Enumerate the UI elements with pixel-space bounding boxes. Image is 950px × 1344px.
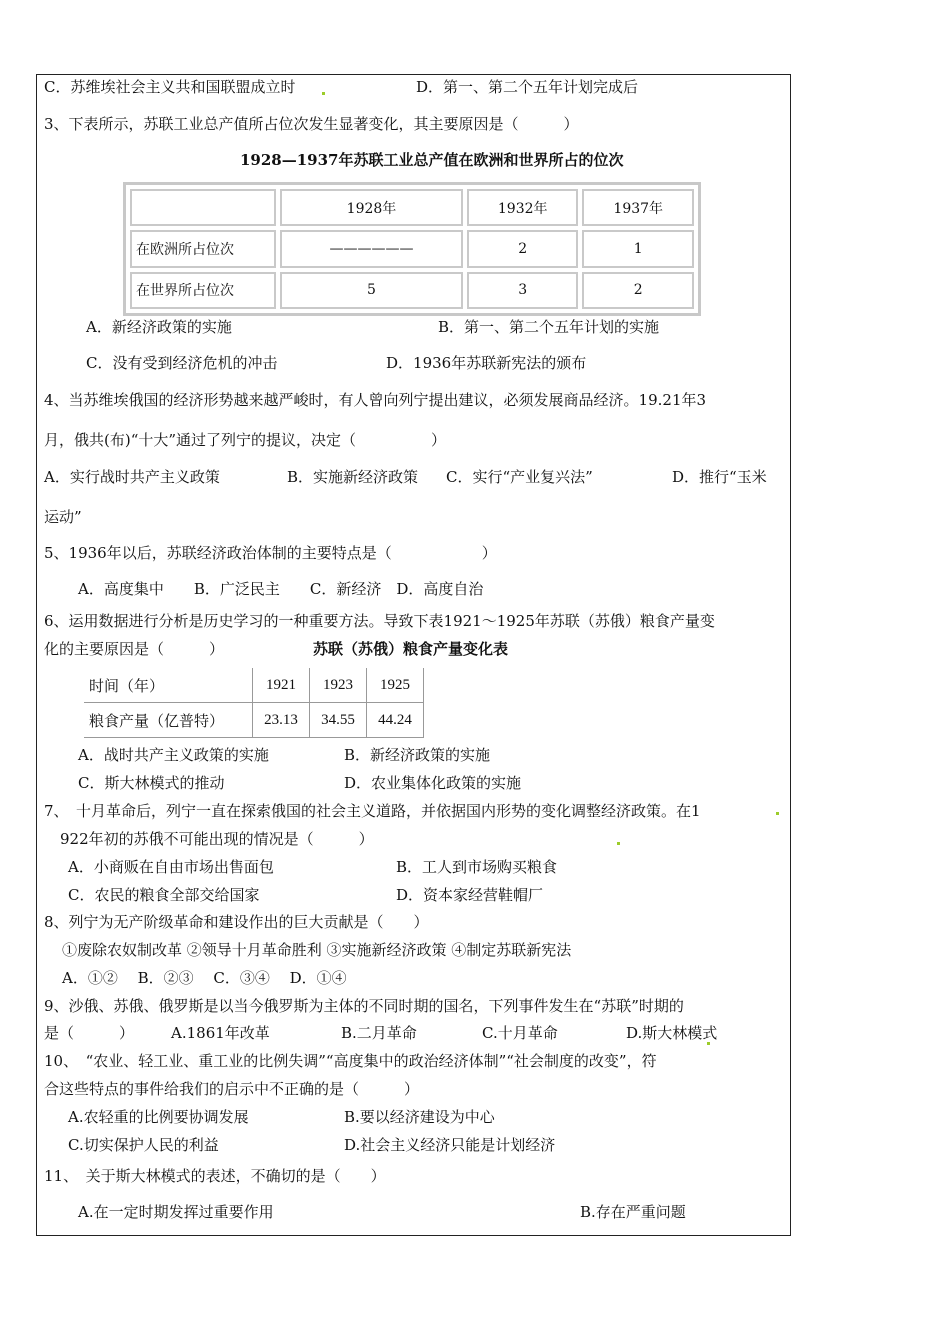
q7-option-c: C．农民的粮食全部交给国家 — [68, 886, 260, 904]
table-row — [84, 703, 424, 738]
q8-stem: 8、列宁为无产阶级革命和建设作出的巨大贡献是（ ） — [44, 913, 429, 931]
q9-stem-line1: 9、沙俄、苏俄、俄罗斯是以当今俄罗斯为主体的不同时期的国名，下列事件发生在“苏联”时期的 — [44, 997, 684, 1015]
table-cell: 1921 — [253, 668, 310, 703]
table-cell: 2 — [467, 230, 579, 267]
q6-grain-table — [84, 668, 424, 738]
table-cell: 1937年 — [582, 189, 694, 226]
q5-options: A．高度集中 B．广泛民主 C．新经济 D．高度自治 — [78, 580, 484, 598]
q11-option-b: B.存在严重问题 — [580, 1203, 686, 1221]
table-cell: 时间（年） — [84, 668, 253, 703]
q6-option-d: D．农业集体化政策的实施 — [344, 774, 522, 792]
q6-option-a: A．战时共产主义政策的实施 — [78, 746, 269, 764]
scan-mark — [776, 812, 779, 815]
q4-stem-line1: 4、当苏维埃俄国的经济形势越来越严峻时，有人曾向列宁提出建议，必须发展商品经济。19.21年3 — [44, 391, 707, 409]
q7-option-a: A．小商贩在自由市场出售面包 — [68, 858, 274, 876]
scan-mark — [617, 842, 620, 845]
q7-option-d: D．资本家经营鞋帽厂 — [396, 886, 544, 904]
table-row — [84, 668, 424, 703]
q9-option-c: C.十月革命 — [482, 1024, 558, 1042]
table-row — [130, 272, 694, 309]
q6-option-b: B．新经济政策的实施 — [344, 746, 491, 764]
q8-options: A．①② B．②③ C．③④ D．①④ — [62, 969, 347, 987]
q10-option-c: C.切实保护人民的利益 — [68, 1136, 219, 1154]
q8-items: ①废除农奴制改革 ②领导十月革命胜利 ③实施新经济政策 ④制定苏联新宪法 — [62, 941, 572, 959]
q10-option-a: A.农轻重的比例要协调发展 — [68, 1108, 249, 1126]
table-cell: 粮食产量（亿普特） — [84, 703, 253, 738]
q9-option-a: A.1861年改革 — [171, 1024, 270, 1042]
q10-stem-line2: 合这些特点的事件给我们的启示中不正确的是（ ） — [44, 1080, 420, 1098]
q9-option-d: D.斯大林模式 — [626, 1024, 718, 1042]
table-cell: 44.24 — [367, 703, 424, 738]
table-cell: 3 — [467, 272, 579, 309]
q7-stem-line1: 7、 十月革命后，列宁一直在探索俄国的社会主义道路，并依据国内形势的变化调整经济政策。在1 — [44, 802, 701, 820]
q3-option-d: D．1936年苏联新宪法的颁布 — [386, 354, 587, 372]
q7-stem-line2: 922年初的苏俄不可能出现的情况是（ ） — [60, 830, 374, 848]
q11-option-a: A.在一定时期发挥过重要作用 — [78, 1203, 274, 1221]
table-cell: 1925 — [367, 668, 424, 703]
q3-stem: 3、下表所示，苏联工业总产值所占位次发生显著变化，其主要原因是（ ） — [44, 115, 579, 133]
table-cell: —————— — [280, 230, 463, 267]
q4-stem-line2: 月，俄共(布)“十大”通过了列宁的提议，决定（ ） — [44, 431, 447, 449]
table-cell: 34.55 — [310, 703, 367, 738]
q2-option-d: D．第一、第二个五年计划完成后 — [416, 78, 639, 96]
q4-option-a: A．实行战时共产主义政策 — [44, 468, 220, 486]
table-header-row — [130, 189, 694, 226]
scan-mark — [707, 1042, 710, 1045]
q3-table-title: 1928—1937年苏联工业总产值在欧洲和世界所占的位次 — [240, 151, 624, 169]
q6-table-title: 苏联（苏俄）粮食产量变化表 — [313, 640, 509, 658]
q6-option-c: C．斯大林模式的推动 — [78, 774, 225, 792]
table-cell: 1932年 — [467, 189, 579, 226]
q2-option-c: C．苏维埃社会主义共和国联盟成立时 — [44, 78, 296, 96]
q5-stem: 5、1936年以后，苏联经济政治体制的主要特点是（ ） — [44, 544, 497, 562]
table-cell: 1923 — [310, 668, 367, 703]
scan-mark — [322, 92, 325, 95]
table-cell — [130, 189, 276, 226]
q10-option-d: D.社会主义经济只能是计划经济 — [344, 1136, 556, 1154]
table-cell: 5 — [280, 272, 463, 309]
q3-rank-table — [123, 182, 701, 316]
q6-stem-line2: 化的主要原因是（ ） — [44, 640, 225, 658]
q10-stem-line1: 10、 “农业、轻工业、重工业的比例失调”“高度集中的政治经济体制”“社会制度的改变”，符 — [44, 1052, 657, 1070]
q4-option-c: C．实行“产业复兴法” — [446, 468, 593, 486]
q7-option-b: B．工人到市场购买粮食 — [396, 858, 558, 876]
q11-stem: 11、 关于斯大林模式的表述，不确切的是（ ） — [44, 1167, 386, 1185]
q10-option-b: B.要以经济建设为中心 — [344, 1108, 495, 1126]
table-cell: 在世界所占位次 — [130, 272, 276, 309]
q3-option-b: B．第一、第二个五年计划的实施 — [438, 318, 660, 336]
q4-option-d-continued: 运动” — [44, 508, 82, 526]
q3-option-a: A．新经济政策的实施 — [86, 318, 232, 336]
table-cell: 2 — [582, 272, 694, 309]
q3-option-c: C．没有受到经济危机的冲击 — [86, 354, 278, 372]
q9-option-b: B.二月革命 — [341, 1024, 417, 1042]
q6-stem-line1: 6、运用数据进行分析是历史学习的一种重要方法。导致下表1921～1925年苏联（苏俄）粮食产量变 — [44, 612, 715, 630]
table-row — [130, 230, 694, 267]
table-cell: 1 — [582, 230, 694, 267]
table-cell: 1928年 — [280, 189, 463, 226]
q9-stem-line2: 是（ ） — [44, 1024, 135, 1042]
q4-option-b: B．实施新经济政策 — [287, 468, 419, 486]
q4-option-d: D．推行“玉米 — [672, 468, 767, 486]
table-cell: 23.13 — [253, 703, 310, 738]
table-cell: 在欧洲所占位次 — [130, 230, 276, 267]
